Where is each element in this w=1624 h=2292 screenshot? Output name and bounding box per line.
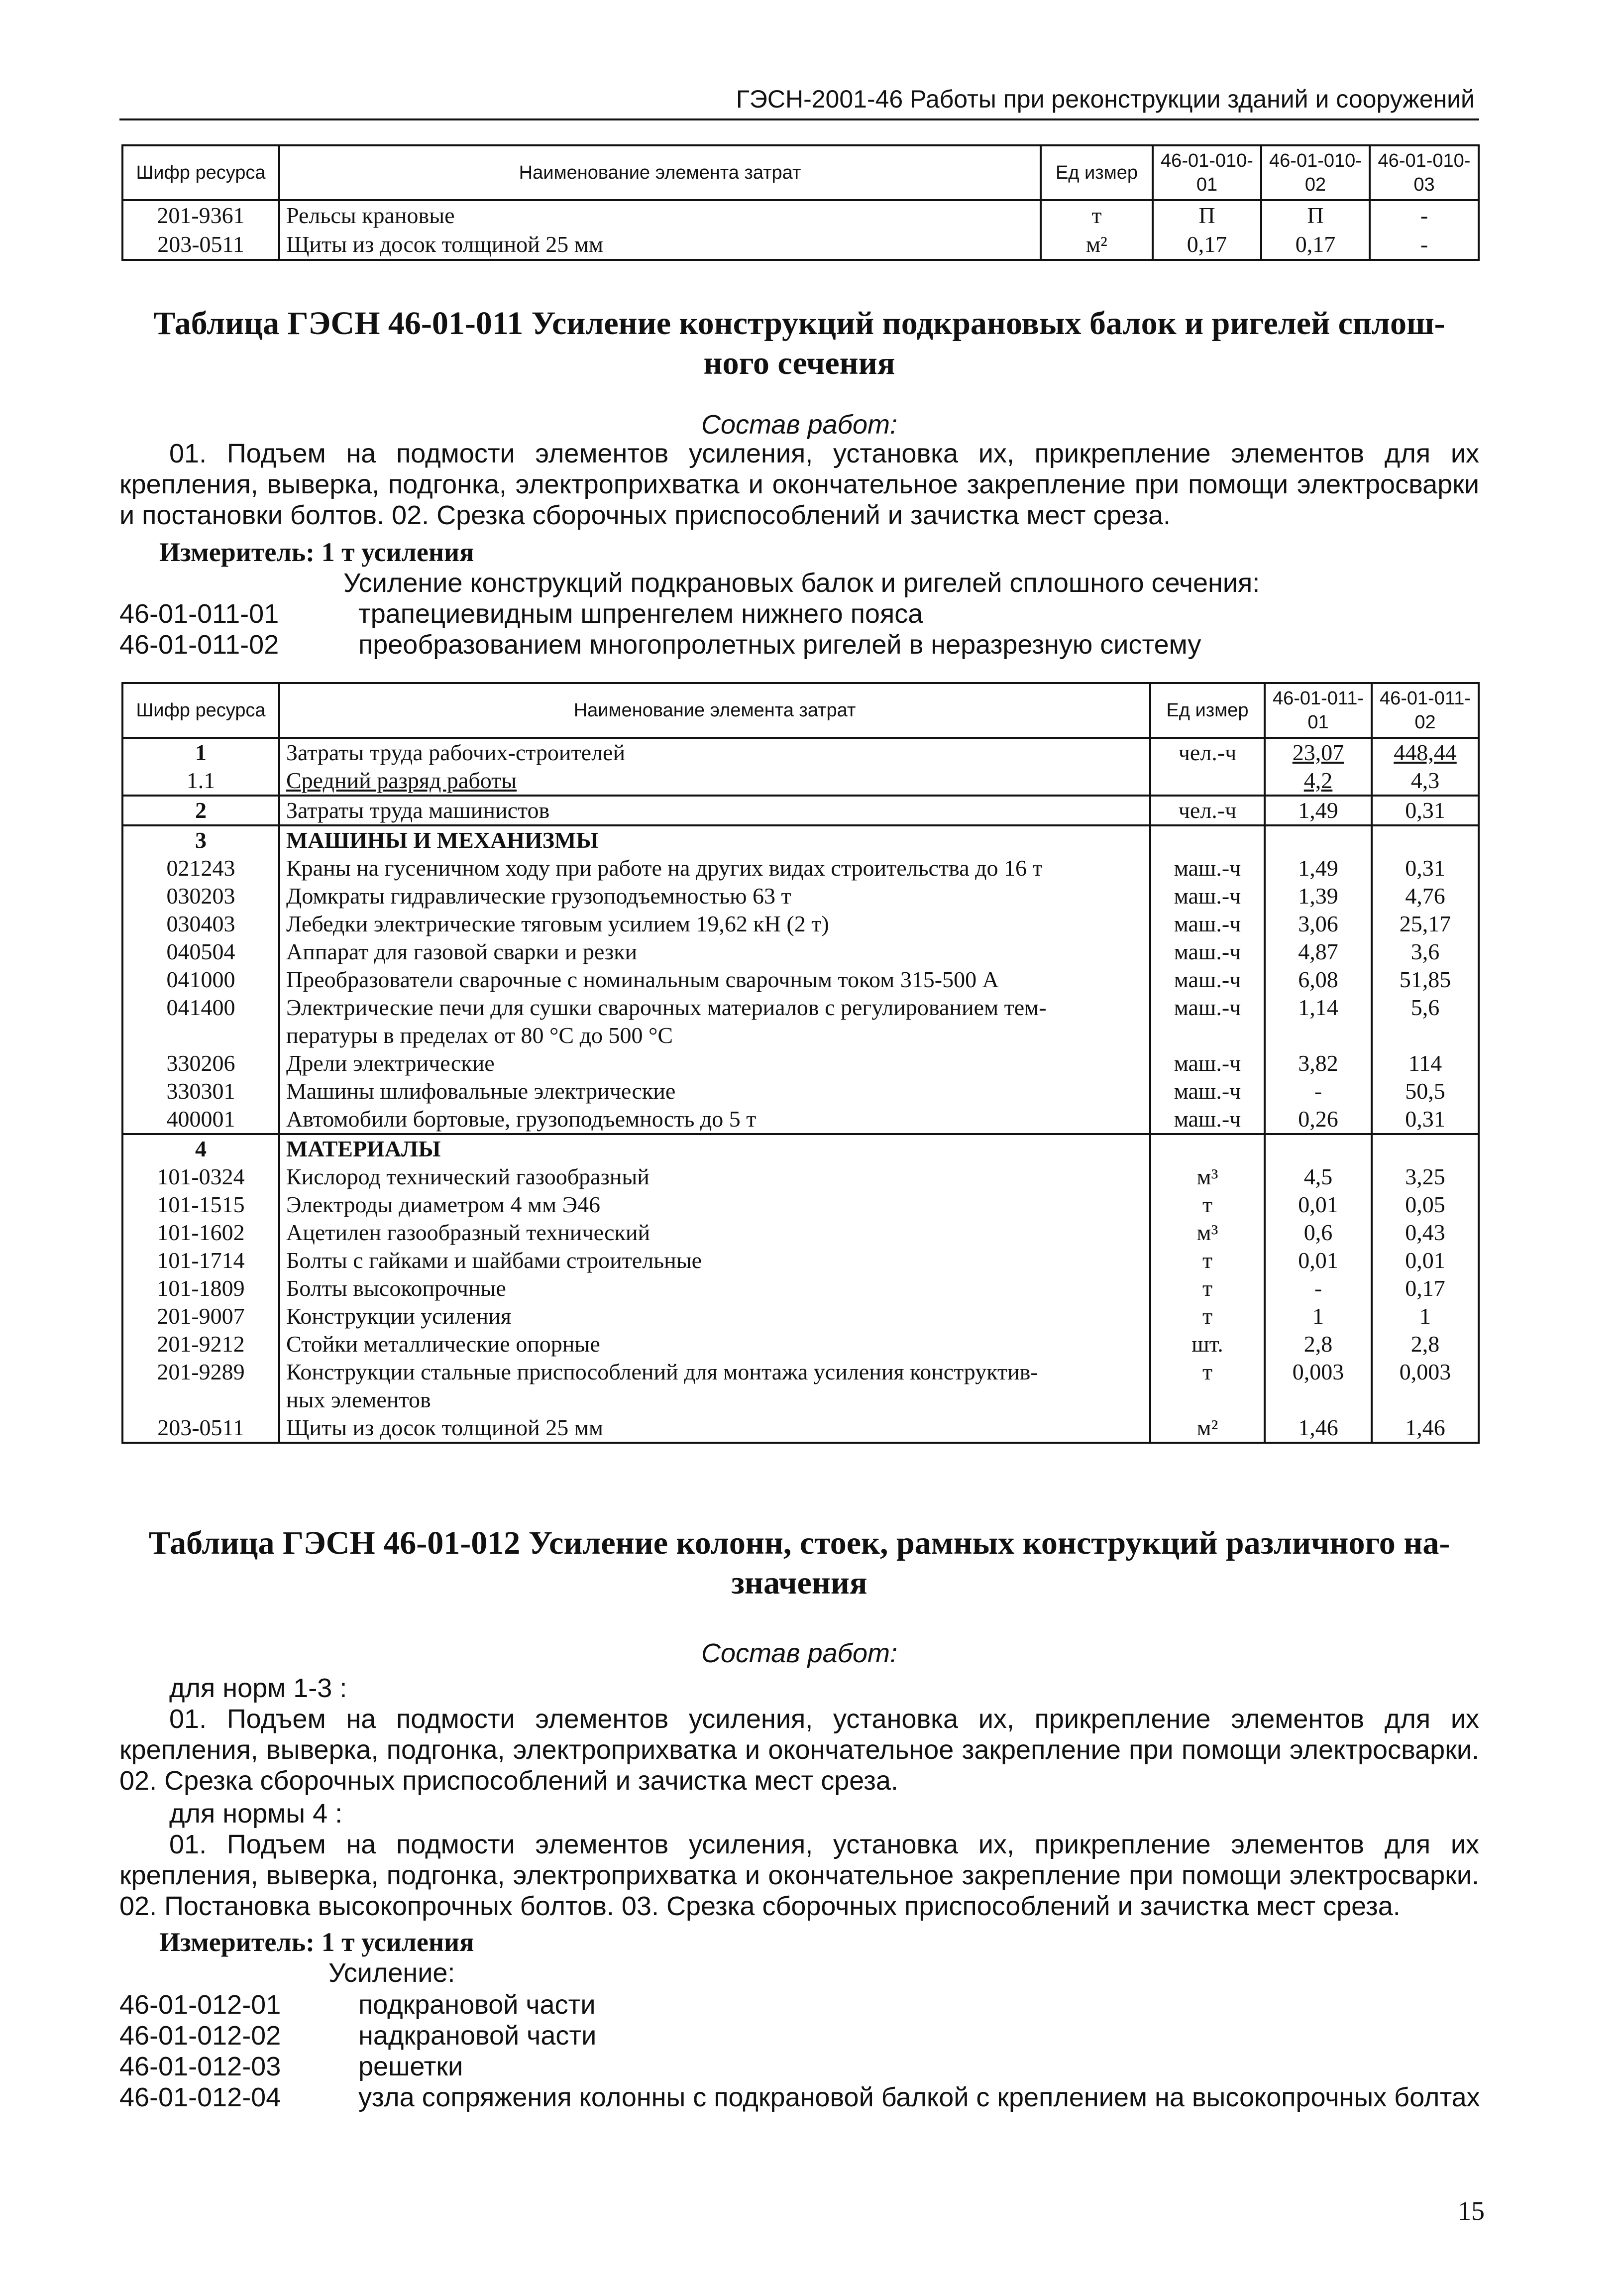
- cell: маш.-ч: [1150, 910, 1265, 938]
- cell: 203-0511: [122, 1414, 279, 1443]
- cell: 1,46: [1265, 1414, 1372, 1443]
- cell: 1: [1372, 1302, 1479, 1330]
- table-row: [122, 966, 1479, 994]
- cell: 4,87: [1265, 938, 1372, 966]
- running-header: ГЭСН-2001-46 Работы при реконструкции зданий и сооружений: [736, 85, 1475, 113]
- cell: 3,06: [1265, 910, 1372, 938]
- norm-text: узла сопряжения колонны с подкрановой балкой с креплением на высокопрочных болтах: [358, 2082, 1480, 2112]
- cell: т: [1150, 1274, 1265, 1302]
- top-table: [121, 144, 1480, 261]
- cell: м³: [1150, 1163, 1265, 1191]
- table-row: [122, 1358, 1479, 1386]
- cell: 4,5: [1265, 1163, 1372, 1191]
- cell: т: [1150, 1358, 1265, 1386]
- header-cell: 46-01-010-02: [1261, 145, 1370, 200]
- cell: Кислород технический газообразный: [279, 1163, 1150, 1191]
- norm-code: 46-01-011-02: [119, 630, 279, 660]
- cell: 3: [122, 825, 279, 854]
- norm-text: преобразованием многопролетных ригелей в неразрезную систему: [358, 630, 1201, 660]
- table-row: [122, 1077, 1479, 1105]
- title-line: ного сечения: [703, 345, 895, 381]
- table-row: [122, 1134, 1479, 1163]
- cell: 201-9361: [122, 200, 279, 230]
- cell: Болты с гайками и шайбами строительные: [279, 1247, 1150, 1274]
- cell: 5,6: [1372, 994, 1479, 1022]
- cell: 0,01: [1265, 1247, 1372, 1274]
- cell: 0,17: [1261, 230, 1370, 260]
- header-cell: Ед измер: [1150, 683, 1265, 738]
- table-row: [122, 796, 1479, 825]
- title-line: Таблица ГЭСН 46-01-011 Усиление конструкций подкрановых балок и ригелей сплош-: [153, 305, 1445, 342]
- cell: Электрические печи для сушки сварочных материалов с регулированием тем-: [279, 994, 1150, 1022]
- cell: -: [1265, 1274, 1372, 1302]
- cell: [1150, 1386, 1265, 1414]
- cell: Конструкции усиления: [279, 1302, 1150, 1330]
- cell: 0,17: [1372, 1274, 1479, 1302]
- cell: 50,5: [1372, 1077, 1479, 1105]
- table-012-title: [119, 1523, 1479, 1603]
- cell: т: [1150, 1191, 1265, 1219]
- cell: т: [1150, 1302, 1265, 1330]
- table-row: [122, 1163, 1479, 1191]
- cell: 030203: [122, 882, 279, 910]
- cell: [1372, 1022, 1479, 1049]
- cell: 101-1714: [122, 1247, 279, 1274]
- cell: маш.-ч: [1150, 1105, 1265, 1134]
- measure-unit: Измеритель: 1 т усиления: [159, 537, 474, 567]
- cell: 0,01: [1265, 1191, 1372, 1219]
- cell: 0,26: [1265, 1105, 1372, 1134]
- cell: [1265, 825, 1372, 854]
- cell: 25,17: [1372, 910, 1479, 938]
- table-011-title: [119, 304, 1479, 383]
- cell: 3,6: [1372, 938, 1479, 966]
- table-row: [122, 230, 1479, 260]
- cell: 23,07: [1265, 738, 1372, 767]
- cell: Ацетилен газообразный технический: [279, 1219, 1150, 1247]
- cell: 6,08: [1265, 966, 1372, 994]
- table-row: [122, 1247, 1479, 1274]
- cell: 3,82: [1265, 1049, 1372, 1077]
- cell: 101-1809: [122, 1274, 279, 1302]
- table-header-row: [122, 683, 1479, 738]
- cell: Дрели электрические: [279, 1049, 1150, 1077]
- cell: 041000: [122, 966, 279, 994]
- cell: 0,003: [1265, 1358, 1372, 1386]
- table-row: [122, 854, 1479, 882]
- cell: 1,49: [1265, 796, 1372, 825]
- measure-unit: Измеритель: 1 т усиления: [159, 1927, 474, 1957]
- table-row: [122, 1022, 1479, 1049]
- norm-code: 46-01-012-01: [119, 1990, 281, 2020]
- table-header-row: [122, 145, 1479, 200]
- table-row: [122, 738, 1479, 767]
- cell: Болты высокопрочные: [279, 1274, 1150, 1302]
- cell: 4,3: [1372, 767, 1479, 796]
- cell: -: [1265, 1077, 1372, 1105]
- norms-1-3-label: для норм 1-3 :: [169, 1673, 347, 1703]
- cell: Машины шлифовальные электрические: [279, 1077, 1150, 1105]
- cell: Рельсы крановые: [279, 200, 1041, 230]
- table-row: [122, 1414, 1479, 1443]
- table-row: [122, 825, 1479, 854]
- cell: ных элементов: [279, 1386, 1150, 1414]
- cell: 4,2: [1265, 767, 1372, 796]
- title-line: Таблица ГЭСН 46-01-012 Усиление колонн, стоек, рамных конструкций различного на-: [148, 1525, 1450, 1561]
- cell: 0,31: [1372, 854, 1479, 882]
- cell: Стойки металлические опорные: [279, 1330, 1150, 1358]
- composition-text-4: 01. Подъем на подмости элементов усиления, установка их, прикрепление элементов для их крепления, выверка, подгонка, электроприхватка и окончательное закрепление при помощи электросварки. 02. Постановка высокопрочных болтов. 03. Срезка сборочных приспособлений и зачистка мест среза.: [119, 1830, 1479, 1921]
- table-row: [122, 994, 1479, 1022]
- cell: маш.-ч: [1150, 938, 1265, 966]
- cell: П: [1153, 200, 1261, 230]
- norm-code: 46-01-012-04: [119, 2082, 281, 2112]
- cell: 2: [122, 796, 279, 825]
- table-row: [122, 1049, 1479, 1077]
- page-number: 15: [1458, 2196, 1485, 2226]
- table-row: [122, 882, 1479, 910]
- cell: 1: [122, 738, 279, 767]
- header-cell: Наименование элемента затрат: [279, 145, 1041, 200]
- cell: 0,43: [1372, 1219, 1479, 1247]
- norm-text: подкрановой части: [358, 1990, 596, 2020]
- cell: 51,85: [1372, 966, 1479, 994]
- cell: Краны на гусеничном ходу при работе на других видах строительства до 16 т: [279, 854, 1150, 882]
- cell: МАТЕРИАЛЫ: [279, 1134, 1150, 1163]
- cell: маш.-ч: [1150, 966, 1265, 994]
- cell: [1150, 1134, 1265, 1163]
- header-cell: Шифр ресурса: [122, 683, 279, 738]
- cell: 400001: [122, 1105, 279, 1134]
- cell: 101-0324: [122, 1163, 279, 1191]
- cell: [1150, 767, 1265, 796]
- cell: 101-1602: [122, 1219, 279, 1247]
- cell: 021243: [122, 854, 279, 882]
- cell: -: [1370, 200, 1479, 230]
- table-row: [122, 1219, 1479, 1247]
- cell: [1150, 825, 1265, 854]
- cell: 0,31: [1372, 1105, 1479, 1134]
- cell: [122, 1022, 279, 1049]
- cell: маш.-ч: [1150, 882, 1265, 910]
- cell: Щиты из досок толщиной 25 мм: [279, 230, 1041, 260]
- cell: т: [1150, 1247, 1265, 1274]
- cell: 1,14: [1265, 994, 1372, 1022]
- cell: чел.-ч: [1150, 738, 1265, 767]
- norm-text: надкрановой части: [358, 2021, 597, 2051]
- composition-text: 01. Подъем на подмости элементов усиления, установка их, прикрепление элементов для их крепления, выверка, подгонка, электроприхватка и окончательное закрепление при помощи электросварки и постановки болтов. 02. Срезка сборочных приспособлений и зачистка мест среза.: [119, 439, 1479, 530]
- table-row: [122, 1302, 1479, 1330]
- resource-table-011: [121, 682, 1480, 1444]
- cell: 4: [122, 1134, 279, 1163]
- header-rule: [119, 118, 1479, 120]
- header-cell: 46-01-010-03: [1370, 145, 1479, 200]
- cell: [1372, 1134, 1479, 1163]
- cell: 3,25: [1372, 1163, 1479, 1191]
- table-row: [122, 1105, 1479, 1134]
- cell: Щиты из досок толщиной 25 мм: [279, 1414, 1150, 1443]
- header-cell: 46-01-010-01: [1153, 145, 1261, 200]
- norms-intro: Усиление:: [328, 1958, 455, 1988]
- cell: т: [1041, 200, 1153, 230]
- cell: 0,05: [1372, 1191, 1479, 1219]
- cell: 1.1: [122, 767, 279, 796]
- header-cell: Наименование элемента затрат: [279, 683, 1150, 738]
- cell: 4,76: [1372, 882, 1479, 910]
- cell: м²: [1041, 230, 1153, 260]
- cell: 1,46: [1372, 1414, 1479, 1443]
- table-row: [122, 910, 1479, 938]
- cell: [1372, 1386, 1479, 1414]
- cell: [1265, 1386, 1372, 1414]
- cell: м²: [1150, 1414, 1265, 1443]
- cell: [1372, 825, 1479, 854]
- cell: Домкраты гидравлические грузоподъемностью 63 т: [279, 882, 1150, 910]
- cell: МАШИНЫ И МЕХАНИЗМЫ: [279, 825, 1150, 854]
- cell: 448,44: [1372, 738, 1479, 767]
- cell: 0,003: [1372, 1358, 1479, 1386]
- cell: чел.-ч: [1150, 796, 1265, 825]
- cell: 1,49: [1265, 854, 1372, 882]
- header-cell: 46-01-011-02: [1372, 683, 1479, 738]
- cell: Автомобили бортовые, грузоподъемность до 5 т: [279, 1105, 1150, 1134]
- norm-text: трапециевидным шпренгелем нижнего пояса: [358, 599, 923, 629]
- cell: [122, 1386, 279, 1414]
- table-row: [122, 1330, 1479, 1358]
- table-row: [122, 767, 1479, 796]
- composition-label: Состав работ:: [701, 410, 898, 440]
- table-row: [122, 200, 1479, 230]
- norms-intro: Усиление конструкций подкрановых балок и ригелей сплошного сечения:: [343, 568, 1260, 598]
- cell: Электроды диаметром 4 мм Э46: [279, 1191, 1150, 1219]
- cell: маш.-ч: [1150, 1077, 1265, 1105]
- cell: 201-9289: [122, 1358, 279, 1386]
- cell: 2,8: [1265, 1330, 1372, 1358]
- cell: маш.-ч: [1150, 994, 1265, 1022]
- cell: 0,01: [1372, 1247, 1479, 1274]
- composition-text-1-3: 01. Подъем на подмости элементов усиления, установка их, прикрепление элементов для их крепления, выверка, подгонка, электроприхватка и окончательное закрепление при помощи электросварки. 02. Срезка сборочных приспособлений и зачистка мест среза.: [119, 1704, 1479, 1796]
- cell: маш.-ч: [1150, 1049, 1265, 1077]
- header-cell: Шифр ресурса: [122, 145, 279, 200]
- cell: 330301: [122, 1077, 279, 1105]
- header-cell: 46-01-011-01: [1265, 683, 1372, 738]
- cell: 201-9007: [122, 1302, 279, 1330]
- cell: шт.: [1150, 1330, 1265, 1358]
- title-line: значения: [731, 1565, 867, 1601]
- norm-code: 46-01-012-02: [119, 2021, 281, 2051]
- norm-4-label: для нормы 4 :: [169, 1799, 343, 1829]
- cell: м³: [1150, 1219, 1265, 1247]
- cell: Лебедки электрические тяговым усилием 19,62 кН (2 т): [279, 910, 1150, 938]
- cell: 040504: [122, 938, 279, 966]
- cell: 2,8: [1372, 1330, 1479, 1358]
- cell: -: [1370, 230, 1479, 260]
- cell: 114: [1372, 1049, 1479, 1077]
- table-row: [122, 1274, 1479, 1302]
- cell: Средний разряд работы: [279, 767, 1150, 796]
- cell: [1150, 1022, 1265, 1049]
- cell: маш.-ч: [1150, 854, 1265, 882]
- cell: 330206: [122, 1049, 279, 1077]
- cell: [1265, 1022, 1372, 1049]
- composition-label: Состав работ:: [701, 1638, 898, 1668]
- cell: Преобразователи сварочные с номинальным сварочным током 315-500 А: [279, 966, 1150, 994]
- cell: 101-1515: [122, 1191, 279, 1219]
- norm-code: 46-01-011-01: [119, 599, 279, 629]
- cell: 0,6: [1265, 1219, 1372, 1247]
- table-row: [122, 1386, 1479, 1414]
- norm-text: решетки: [358, 2052, 463, 2081]
- cell: 1: [1265, 1302, 1372, 1330]
- cell: [1265, 1134, 1372, 1163]
- cell: Конструкции стальные приспособлений для монтажа усиления конструктив-: [279, 1358, 1150, 1386]
- cell: Затраты труда машинистов: [279, 796, 1150, 825]
- cell: 201-9212: [122, 1330, 279, 1358]
- cell: 203-0511: [122, 230, 279, 260]
- table-row: [122, 1191, 1479, 1219]
- cell: П: [1261, 200, 1370, 230]
- cell: 0,31: [1372, 796, 1479, 825]
- cell: пературы в пределах от 80 °С до 500 °С: [279, 1022, 1150, 1049]
- cell: 1,39: [1265, 882, 1372, 910]
- norm-code: 46-01-012-03: [119, 2052, 281, 2081]
- header-cell: Ед измер: [1041, 145, 1153, 200]
- table-row: [122, 938, 1479, 966]
- cell: Аппарат для газовой сварки и резки: [279, 938, 1150, 966]
- cell: 030403: [122, 910, 279, 938]
- cell: 0,17: [1153, 230, 1261, 260]
- cell: 041400: [122, 994, 279, 1022]
- cell: Затраты труда рабочих-строителей: [279, 738, 1150, 767]
